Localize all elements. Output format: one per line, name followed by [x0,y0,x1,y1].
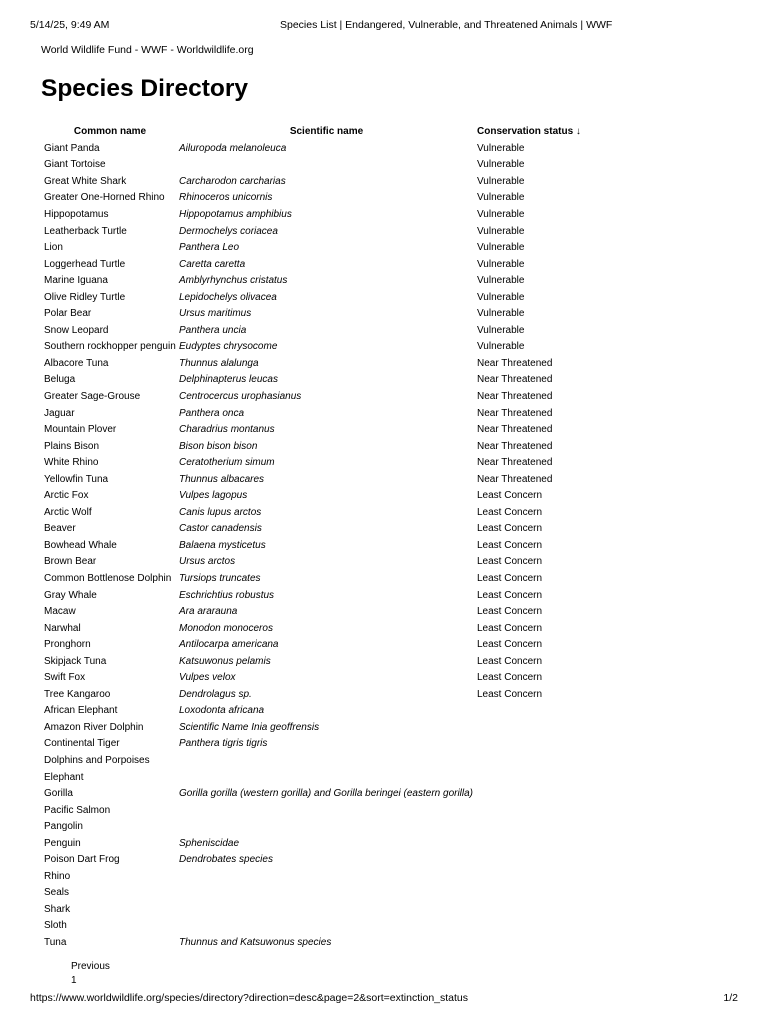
table-row [41,289,637,306]
species-conservation-status: Vulnerable [477,258,525,270]
species-table [41,122,637,951]
species-conservation-status: Near Threatened [477,424,553,436]
species-scientific-name [176,818,474,835]
table-row [41,719,637,736]
species-conservation-status: Near Threatened [477,473,553,485]
species-scientific-name: Centrocercus urophasianus [179,390,302,402]
species-common-name[interactable]: Loggerhead Turtle [44,258,126,270]
table-row [41,454,637,471]
column-header-scientific-name[interactable]: Scientific name [289,125,364,137]
species-scientific-name: Dermochelys coriacea [179,225,278,237]
species-scientific-name: Carcharodon carcharias [179,175,286,187]
species-common-name[interactable]: Poison Dart Frog [44,854,120,866]
species-scientific-name [176,769,474,786]
species-scientific-name: Thunnus and Katsuwonus species [179,937,332,949]
species-common-name[interactable]: Penguin [44,837,81,849]
table-row [41,339,637,356]
species-common-name[interactable]: Marine Iguana [44,275,108,287]
species-scientific-name: Castor canadensis [179,523,262,535]
table-row [41,504,637,521]
table-row [41,256,637,273]
species-common-name[interactable]: Seals [44,887,70,899]
species-conservation-status [474,752,637,769]
species-common-name[interactable]: Macaw [44,606,76,618]
species-common-name[interactable]: Narwhal [44,622,81,634]
table-row [41,736,637,753]
table-row [41,239,637,256]
species-conservation-status: Vulnerable [477,291,525,303]
species-common-name[interactable]: Plains Bison [44,440,100,452]
table-row [41,918,637,935]
species-conservation-status: Least Concern [477,490,543,502]
table-row [41,487,637,504]
table-row [41,686,637,703]
species-scientific-name: Gorilla gorilla (western gorilla) and Gorilla beringei (eastern gorilla) [179,788,474,800]
species-conservation-status: Near Threatened [477,357,553,369]
table-header-row [41,122,637,140]
table-row [41,802,637,819]
species-conservation-status: Vulnerable [477,324,525,336]
species-common-name[interactable]: Arctic Fox [44,490,89,502]
species-scientific-name: Dendrobates species [179,854,273,866]
species-common-name[interactable]: Tuna [44,937,67,949]
species-scientific-name [176,157,474,174]
species-scientific-name: Bison bison bison [179,440,258,452]
table-row [41,554,637,571]
site-home-link[interactable]: World Wildlife Fund - WWF - Worldwildlife.org [41,44,254,56]
species-conservation-status: Near Threatened [477,440,553,452]
species-conservation-status: Least Concern [477,556,543,568]
species-scientific-name: Delphinapterus leucas [179,374,278,386]
table-row [41,570,637,587]
species-common-name[interactable]: Jaguar [44,407,75,419]
species-scientific-name: Caretta caretta [179,258,246,270]
species-common-name[interactable]: Southern rockhopper penguin [44,341,176,353]
species-scientific-name: Tursiops truncates [179,572,261,584]
species-scientific-name: Eudyptes chrysocome [179,341,278,353]
table-row [41,405,637,422]
species-common-name[interactable]: Dolphins and Porpoises [44,755,150,766]
species-scientific-name: Vulpes velox [179,672,236,684]
species-scientific-name [176,901,474,918]
print-datetime: 5/14/25, 9:49 AM [30,19,110,31]
table-row [41,703,637,720]
species-conservation-status: Near Threatened [477,390,553,402]
table-row [41,140,637,157]
species-scientific-name: Ceratotherium simum [179,457,275,469]
species-common-name[interactable]: Snow Leopard [44,324,109,336]
species-common-name[interactable]: Elephant [44,771,84,783]
species-common-name[interactable]: Shark [44,903,71,915]
page-1-link[interactable]: 1 [71,975,77,986]
species-scientific-name: Monodon monoceros [179,622,273,634]
species-common-name[interactable]: Gorilla [44,788,73,800]
species-common-name[interactable]: White Rhino [44,457,99,469]
species-conservation-status: Vulnerable [477,175,525,187]
species-common-name[interactable]: Common Bottlenose Dolphin [44,572,172,584]
species-common-name[interactable]: Mountain Plover [44,424,117,436]
table-row [41,670,637,687]
species-common-name[interactable]: Tree Kangaroo [44,688,111,700]
species-conservation-status: Least Concern [477,606,543,618]
species-scientific-name: Katsuwonus pelamis [179,655,271,667]
species-conservation-status [474,868,637,885]
species-scientific-name: Panthera tigris tigris [179,738,268,750]
table-row [41,818,637,835]
species-common-name[interactable]: Olive Ridley Turtle [44,291,126,303]
species-scientific-name [176,868,474,885]
species-conservation-status: Vulnerable [477,341,525,353]
species-scientific-name: Panthera uncia [179,324,247,336]
table-row [41,835,637,852]
table-row [41,653,637,670]
species-common-name[interactable]: Gray Whale [44,589,97,601]
species-scientific-name: Balaena mysticetus [179,539,266,551]
print-header [30,19,738,33]
table-row [41,537,637,554]
species-conservation-status: Vulnerable [477,208,525,220]
species-common-name[interactable]: Swift Fox [44,672,86,684]
species-common-name[interactable]: Polar Bear [44,308,92,320]
species-scientific-name: Panthera Leo [179,242,240,254]
species-common-name[interactable]: Yellowfin Tuna [44,473,109,485]
table-row [41,471,637,488]
species-scientific-name [176,802,474,819]
species-scientific-name: Thunnus alalunga [179,357,259,369]
species-common-name[interactable]: African Elephant [44,705,118,717]
species-scientific-name: Thunnus albacares [179,473,265,485]
species-conservation-status: Least Concern [477,589,543,601]
species-common-name[interactable]: Giant Panda [44,142,100,154]
species-common-name[interactable]: Beaver [44,523,76,535]
table-row [41,206,637,223]
species-scientific-name: Vulpes lagopus [179,490,248,502]
species-common-name[interactable]: Pronghorn [44,639,91,651]
species-conservation-status: Least Concern [477,672,543,684]
species-conservation-status: Least Concern [477,622,543,634]
table-row [41,173,637,190]
species-common-name[interactable]: Skipjack Tuna [44,655,107,667]
species-common-name[interactable]: Beluga [44,374,76,386]
species-common-name[interactable]: Pangolin [44,821,83,833]
species-conservation-status: Least Concern [477,539,543,551]
species-scientific-name: Canis lupus arctos [179,506,262,518]
species-common-name[interactable]: Rhino [44,870,71,882]
species-conservation-status: Vulnerable [477,275,525,287]
print-page-indicator: 1/2 [723,992,738,1004]
species-conservation-status [474,719,637,736]
species-conservation-status: Vulnerable [477,159,525,171]
print-page-title: Species List | Endangered, Vulnerable, and Threatened Animals | WWF [280,19,613,31]
table-row [41,438,637,455]
table-row [41,157,637,174]
species-common-name[interactable]: Amazon River Dolphin [44,721,144,733]
table-row [41,521,637,538]
species-common-name[interactable]: Hippopotamus [44,208,109,220]
species-conservation-status [474,818,637,835]
print-footer [30,992,738,1006]
species-conservation-status [474,769,637,786]
table-row [41,901,637,918]
page-title: Species Directory [41,75,248,102]
species-conservation-status [474,934,637,951]
species-common-name[interactable]: Leatherback Turtle [44,225,127,237]
species-conservation-status: Vulnerable [477,225,525,237]
species-conservation-status [474,885,637,902]
species-conservation-status: Least Concern [477,506,543,518]
table-row [41,769,637,786]
species-conservation-status [474,852,637,869]
species-conservation-status [474,785,637,802]
species-conservation-status: Vulnerable [477,192,525,204]
species-scientific-name: Spheniscidae [179,837,240,849]
table-row [41,272,637,289]
column-header-conservation-status[interactable]: Conservation status ↓ [477,125,581,137]
species-scientific-name: Lepidochelys olivacea [179,291,277,303]
species-scientific-name: Dendrolagus sp. [179,688,252,700]
species-common-name[interactable]: Greater Sage-Grouse [44,390,141,402]
species-common-name[interactable]: Giant Tortoise [44,159,106,171]
species-common-name[interactable]: Great White Shark [44,175,127,187]
species-conservation-status: Vulnerable [477,142,525,154]
table-row [41,305,637,322]
species-conservation-status: Least Concern [477,572,543,584]
species-conservation-status [474,835,637,852]
species-common-name[interactable]: Bowhead Whale [44,539,117,551]
species-scientific-name: Loxodonta africana [179,705,265,717]
column-header-common-name[interactable]: Common name [73,125,147,137]
species-conservation-status: Least Concern [477,688,543,700]
species-conservation-status: Least Concern [477,655,543,667]
table-row [41,421,637,438]
species-conservation-status: Vulnerable [477,308,525,320]
species-scientific-name [176,885,474,902]
table-row [41,587,637,604]
table-row [41,322,637,339]
table-row [41,868,637,885]
species-conservation-status: Least Concern [477,523,543,535]
table-row [41,934,637,951]
table-row [41,190,637,207]
species-scientific-name [176,918,474,935]
species-common-name[interactable]: Arctic Wolf [44,506,92,518]
species-scientific-name: Amblyrhynchus cristatus [179,275,288,287]
table-row [41,852,637,869]
species-scientific-name: Panthera onca [179,407,245,419]
species-scientific-name [176,752,474,769]
species-common-name[interactable]: Pacific Salmon [44,804,111,816]
species-common-name[interactable]: Continental Tiger [44,738,120,750]
species-scientific-name: Rhinoceros unicornis [179,192,273,204]
species-scientific-name: Hippopotamus amphibius [179,208,292,220]
table-row [41,785,637,802]
table-row [41,372,637,389]
species-scientific-name: Ara ararauna [179,606,238,618]
table-row [41,636,637,653]
species-conservation-status: Near Threatened [477,374,553,386]
species-conservation-status: Vulnerable [477,242,525,254]
species-common-name[interactable]: Lion [44,242,63,254]
species-conservation-status: Least Concern [477,639,543,651]
species-conservation-status [474,703,637,720]
species-conservation-status [474,736,637,753]
species-common-name[interactable]: Albacore Tuna [44,357,109,369]
species-scientific-name: Charadrius montanus [179,424,275,436]
species-scientific-name: Ursus arctos [179,556,236,568]
table-row [41,885,637,902]
species-scientific-name: Ailuropoda melanoleuca [179,142,287,154]
species-scientific-name: Scientific Name Inia geoffrensis [179,721,320,733]
species-scientific-name: Eschrichtius robustus [179,589,275,601]
table-row [41,223,637,240]
table-row [41,620,637,637]
table-row [41,752,637,769]
species-common-name[interactable]: Sloth [44,920,67,932]
table-row [41,355,637,372]
table-row [41,388,637,405]
species-common-name[interactable]: Greater One-Horned Rhino [44,192,165,204]
species-scientific-name: Antilocarpa americana [179,639,279,651]
species-common-name[interactable]: Brown Bear [44,556,97,568]
previous-page-link[interactable]: Previous [71,961,110,972]
pagination [71,960,110,988]
species-conservation-status: Near Threatened [477,457,553,469]
species-scientific-name: Ursus maritimus [179,308,252,320]
species-conservation-status [474,918,637,935]
species-table-body [41,140,637,951]
table-row [41,603,637,620]
species-conservation-status [474,901,637,918]
species-conservation-status: Near Threatened [477,407,553,419]
species-conservation-status [474,802,637,819]
print-url: https://www.worldwildlife.org/species/directory?direction=desc&page=2&sort=extinction_status [30,992,469,1004]
